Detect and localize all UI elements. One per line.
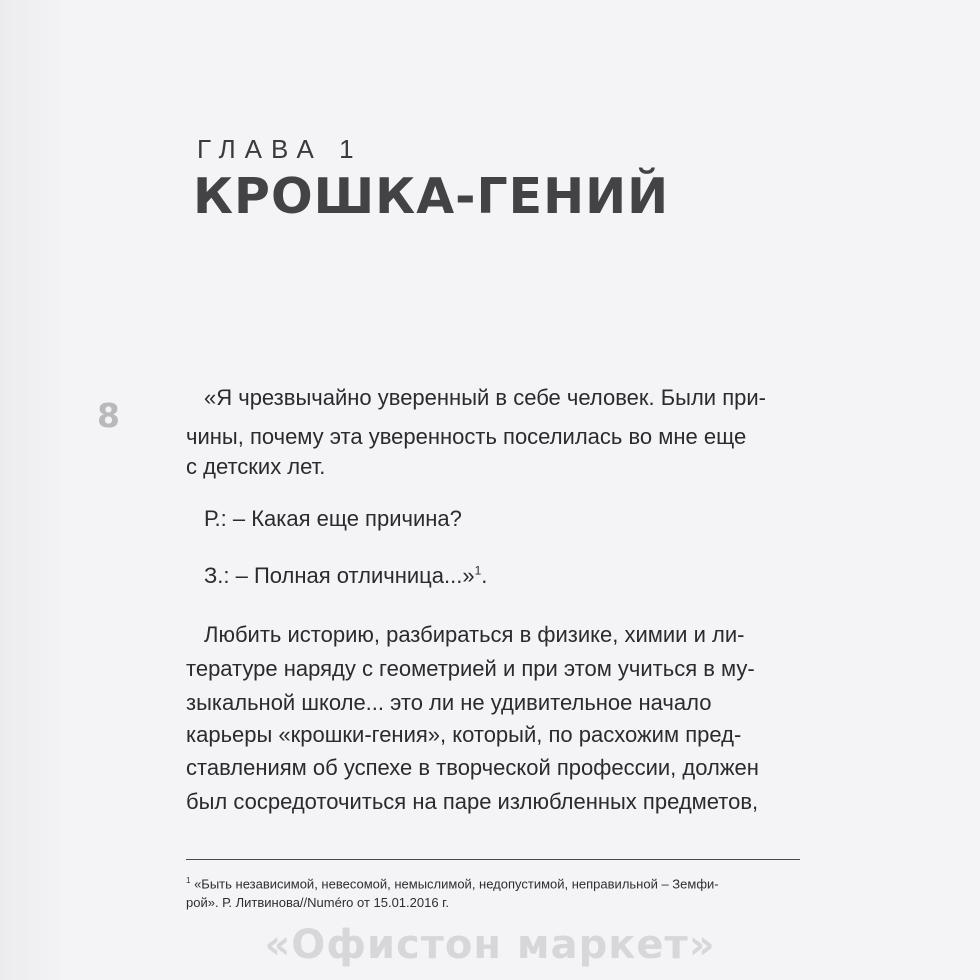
paragraph-line: тературе наряду с геометрией и при этом учиться в му- <box>186 656 755 681</box>
paragraph-line: Любить историю, разбираться в физике, химии и ли- <box>204 622 745 647</box>
watermark: «Офистон маркет» <box>264 922 716 968</box>
footnote-ref: 1 <box>474 563 482 578</box>
quote-line: «Я чрезвычайно уверенный в себе человек. Были при- <box>204 385 766 410</box>
dialogue-line: Р.: – Какая еще причина? <box>204 506 462 531</box>
quote-line: с детских лет. <box>186 454 326 479</box>
paragraph-line: ставлениям об успехе в творческой профессии, должен <box>186 755 759 780</box>
dialogue-text: З.: – Полная отличница...» <box>204 563 475 588</box>
footnote-text: «Быть независимой, невесомой, немыслимой, недопустимой, неправильной – Земфи- <box>194 876 719 892</box>
footnote-line: рой». Р. Литвинова//Numéro от 15.01.2016 г. <box>186 895 449 910</box>
paragraph-line: зыкальной школе... это ли не удивительное начало <box>186 690 712 715</box>
chapter-title: КРОШКА-ГЕНИЙ <box>193 168 670 225</box>
paragraph-line: карьеры «крошки-гения», который, по расхожим пред- <box>186 722 742 747</box>
page-number: 8 <box>97 396 120 435</box>
dialogue-line: З.: – Полная отличница...»$^1$. <box>204 563 488 588</box>
chapter-label: ГЛАВА 1 <box>197 134 363 164</box>
quote-line: чины, почему эта уверенность поселилась во мне еще <box>186 424 747 449</box>
footnote-divider <box>186 859 800 860</box>
page-edge-shadow <box>0 0 60 980</box>
footnote-marker: 1 <box>186 876 191 885</box>
footnote-line <box>186 876 719 891</box>
paragraph-line: был сосредоточиться на паре излюбленных предметов, <box>186 789 759 814</box>
